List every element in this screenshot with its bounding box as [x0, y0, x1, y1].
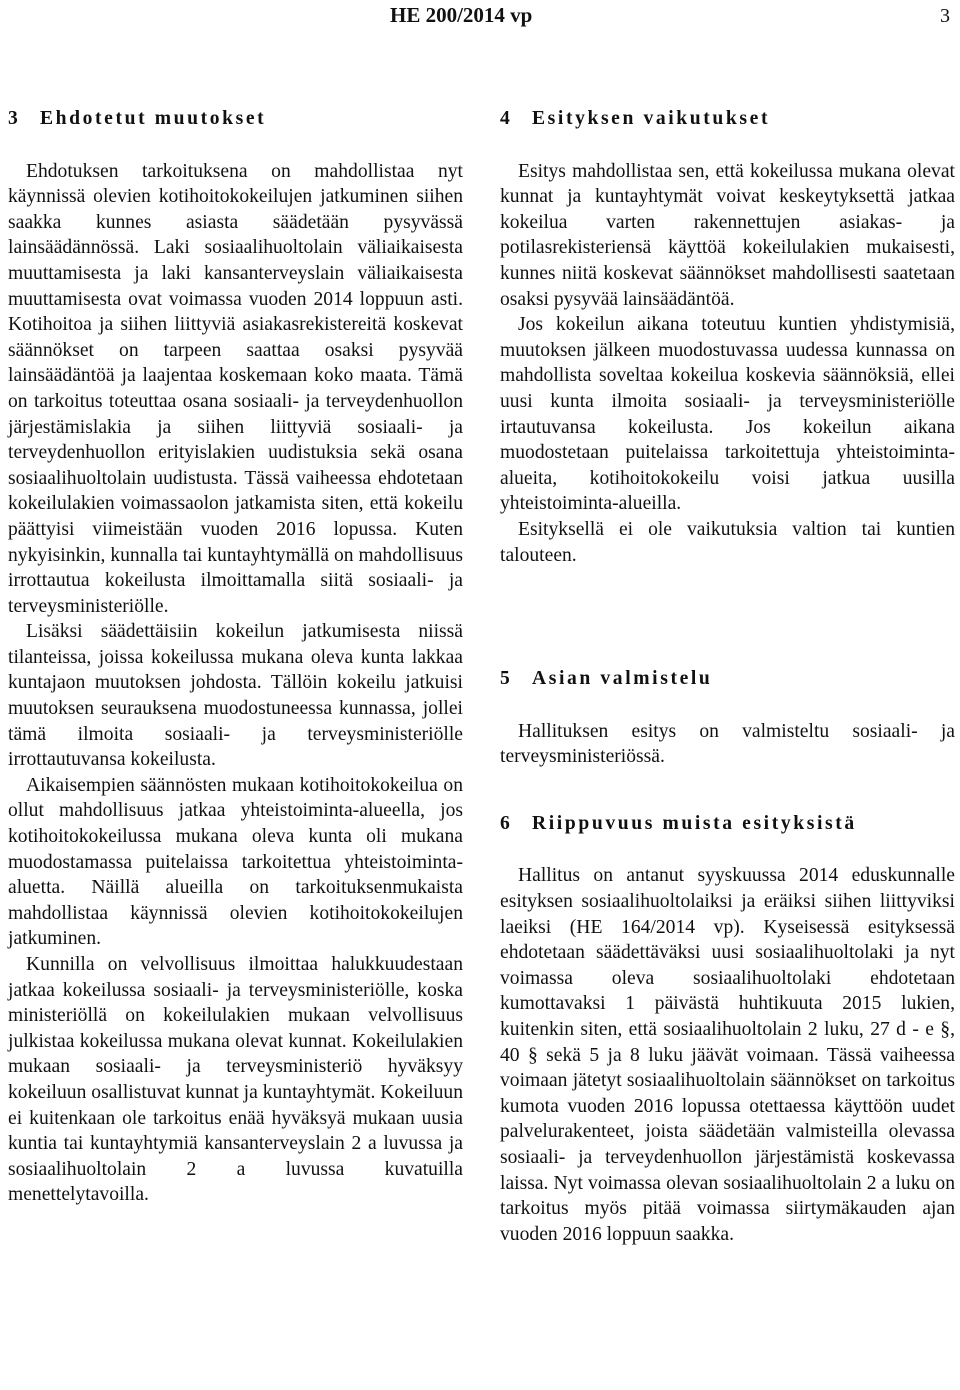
section-title: Riippuvuus muista esityksistä [532, 812, 857, 834]
section-title: Asian valmistelu [532, 668, 713, 690]
section-3-heading [8, 106, 463, 132]
paragraph: Lisäksi säädettäisiin kokeilun jatkumisesta niissä tilanteissa, joissa kokeilussa mukana oleva kunta lakkaa kuntajaon muutoksen johdosta. Tällöin kokeilu jatkuisi muutoksen seurauksena muodostuneessa kunnassa, jollei tämä ilmoita sosiaali- ja terveysministeriölle irrottautuvansa kokeilusta. [8, 621, 463, 771]
paragraph: Jos kokeilun aikana toteutuu kuntien yhdistymisiä, muutoksen jälkeen muodostuvassa uudessa kunnassa on mahdollista soveltaa kokeilua koskevia säännöksiä, ellei uusi kunta ilmoita sosiaali- ja terveysministeriölle irtautuvansa kokeilusta. Jos kokeilun aikana muodostetaan puitelaissa tarkoitettuja yhteistoiminta-alueita, kotihoitokokeilu voisi jatkua uusilla yhteistoiminta-alueilla. [500, 314, 955, 515]
section-title: Ehdotetut muutokset [40, 108, 267, 129]
section-number: 4 [500, 108, 510, 129]
right-column [500, 106, 955, 1247]
paragraph: Hallitus on antanut syyskuussa 2014 eduskunnalle esityksen sosiaalihuoltolaiksi ja eräiksi siihen liittyviksi laeiksi (HE 164/2014 vp). Kyseisessä esityksessä ehdotetaan säädettäväksi uusi sosiaalihuoltolaki ja nyt voimassa oleva sosiaalihuoltolaki ehdotetaan kumottavaksi 1 päivästä huhtikuuta 2015 lukien, kuitenkin siten, että sosiaalihuoltolain 2 luku, 27 d - e §, 40 § sekä 5 ja 8 luku jäävät voimaan. Tässä vaiheessa voimaan jätetyt sosiaalihuoltolain säännökset on tarkoitus kumota vuoden 2016 lopussa otettaessa käyttöön uudet palvelurakenteet, joista säädetään valmisteilla olevassa sosiaali- ja terveydenhuollon järjestämistä koskevassa laissa. Nyt voimassa olevan sosiaalihuoltolain 2 a luku on tarkoitus myös pitää voimassa siirtymäkauden ajan vuoden 2016 loppuun saakka. [500, 865, 955, 1245]
page-header [0, 0, 960, 36]
section-number: 3 [8, 108, 18, 129]
page-number: 3 [940, 5, 950, 27]
section-spacer [500, 770, 955, 811]
paragraph: Ehdotuksen tarkoituksena on mahdollistaa nyt käynnissä olevien kotihoitokokeilujen jatkuminen siihen saakka kunnes asiasta säädetään pysyvässä lainsäädännössä. Laki sosiaalihuoltolain väliaikaisesta muuttamisesta ja laki kansanterveyslain väliaikaisesta muuttamisesta ovat voimassa vuoden 2014 loppuun asti. Kotihoitoa ja siihen liittyviä asiakasrekistereitä koskevat säännökset on tarpeen saattaa osaksi pysyvää lainsäädäntöä ja laajentaa koskemaan koko maata. Tämä on tarkoitus toteuttaa osana sosiaali- ja terveydenhuollon järjestämislakia ja siihen liittyviä sosiaali- ja terveydenhuollon erityislakien uudistuksia sekä osana sosiaalihuoltolain uudistusta. Tässä vaiheessa ehdotetaan kokeilulakien voimassaolon jatkamista siten, että kokeilu päättyisi viimeistään vuoden 2016 lopussa. Kuten nykyisinkin, kunnalla tai kuntayhtymällä on mahdollisuus irrottautua kokeilusta ilmoittamalla siitä sosiaali- ja terveysministeriölle. [8, 160, 463, 617]
left-column [8, 106, 463, 1208]
section-6-heading [500, 811, 955, 837]
section-number: 6 [500, 812, 510, 834]
paragraph: Esityksellä ei ole vaikutuksia valtion tai kuntien talouteen. [500, 518, 955, 566]
section-number: 5 [500, 668, 510, 690]
paragraph: Kunnilla on velvollisuus ilmoittaa halukkuudestaan jatkaa kokeilussa sosiaali- ja terveysministeriölle, koska ministeriöllä on kokeilulakien mukaan velvollisuus julkistaa kokeilussa mukana olevat kunnat. Kokeilulakien mukaan sosiaali- ja terveysministeriö hyväksyy kokeiluun osallistuvat kunnat ja kuntayhtymät. Kokeiluun ei kuitenkaan ole tarkoitus enää hyväksyä mukaan uusia kuntia tai kuntayhtymiä kansanterveyslain 2 a luvussa ja sosiaalihuoltolain 2 a luvussa kuvatuilla menettelytavoilla. [8, 954, 463, 1206]
paragraph: Aikaisempien säännösten mukaan kotihoitokokeilua on ollut mahdollisuus jatkaa yhteistoiminta-alueella, jos kotihoitokokeilussa mukana oleva kunta oli mukana muodostamassa puitelaissa tarkoitettua yhteistoiminta-aluetta. Näillä alueilla on tarkoituksenmukaista mahdollistaa käynnissä olevien kotihoitokokeilujen jatkuminen. [8, 774, 463, 950]
section-5-heading [500, 666, 955, 692]
section-4-heading [500, 106, 955, 132]
document-id: HE 200/2014 vp [390, 3, 533, 27]
section-title: Esityksen vaikutukset [532, 108, 771, 129]
section-spacer [500, 568, 955, 666]
paragraph: Esitys mahdollistaa sen, että kokeilussa mukana olevat kunnat ja kuntayhtymät voivat keskeytyksettä jatkaa kokeilua varten rakennettujen asiakas- ja potilasrekisteriensä käyttöä kokeilulakien mukaisesti, kunnes niitä koskevat säännökset mahdollisesti saatetaan osaksi pysyvää lainsäädäntöä. [500, 160, 955, 310]
paragraph: Hallituksen esitys on valmisteltu sosiaali- ja terveysministeriössä. [500, 720, 955, 768]
